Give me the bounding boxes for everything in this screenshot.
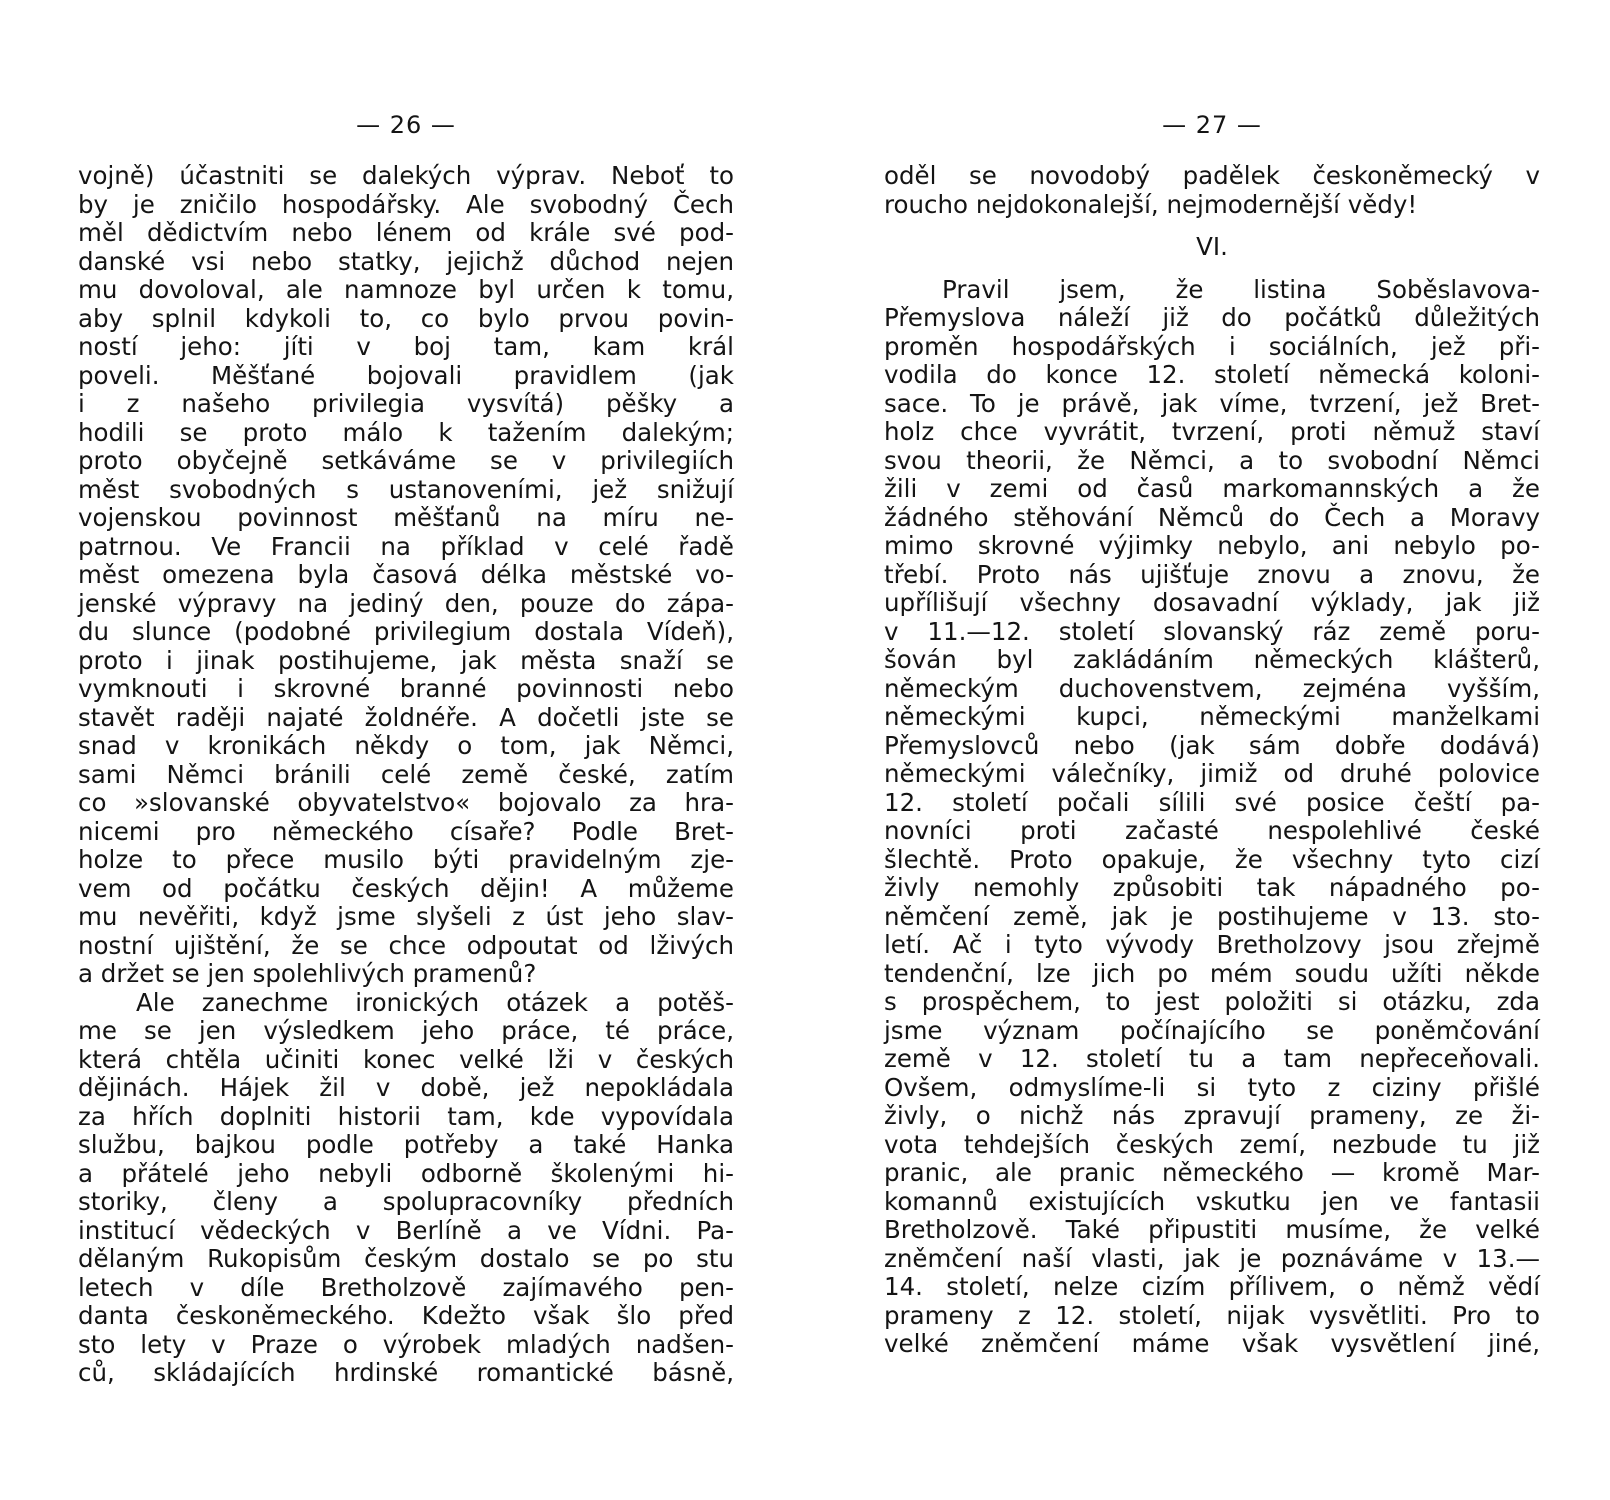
text-line: v 11.—12. století slovanský ráz země poru- [884, 616, 1540, 646]
text-line: Ale zanechme ironických otázek a potěš- [136, 987, 734, 1017]
text-line: 12. století počali sílili své posice čeští pa- [884, 787, 1540, 817]
text-line: co »slovanské obyvatelstvo« bojovalo za hra- [78, 788, 734, 817]
text-line: živly, o nichž nás zpravují prameny, ze ži- [884, 1101, 1540, 1130]
text-line: letí. Ač i tyto vývody Bretholzovy jsou zřejmě [884, 930, 1540, 959]
text-line: dělaným Rukopisům českým dostalo se po stu [78, 1244, 734, 1273]
text-line: patrnou. Ve Francii na příklad v celé řadě [78, 531, 734, 561]
text-line: nicemi pro německého císaře? Podle Bret- [78, 816, 734, 846]
text-line: která chtěla učiniti konec velké lži v českých [78, 1044, 734, 1074]
text-line: tendenční, lze jich po mém soudu užíti někde [884, 958, 1540, 988]
text-line: Bretholzově. Také připustiti musíme, že velké [884, 1215, 1540, 1244]
text-line: me se jen výsledkem jeho práce, té práce, [78, 1016, 734, 1045]
text-line: jenské výpravy na jediný den, pouze do zápa- [78, 588, 734, 618]
text-line: vem od počátku českých dějin! A můžeme [78, 873, 734, 903]
text-line: zněmčení naší vlasti, jak je poznáváme v 13.— [884, 1243, 1540, 1273]
text-line: proto i jinak postihujeme, jak města snaží se [78, 645, 734, 675]
section-heading: VI. [1196, 232, 1228, 261]
text-line: institucí vědeckých v Berlíně a ve Vídni. Pa- [78, 1215, 734, 1245]
text-line: vojně) účastniti se dalekých výprav. Neboť to [78, 161, 734, 190]
page-number: — 27 — [1162, 111, 1262, 139]
text-line: nostní ujištění, že se chce odpoutat od lživých [78, 930, 734, 960]
text-line: šlechtě. Proto opakuje, že všechny tyto cizí [884, 844, 1540, 874]
text-line: jsme význam počínajícího se poněmčování [884, 1015, 1540, 1045]
text-line: živly nemohly způsobiti tak nápadného po- [884, 873, 1540, 902]
text-line: aby splnil kdykoli to, co bylo prvou povin- [78, 303, 734, 333]
text-line: sto lety v Praze o výrobek mladých nadšen- [78, 1329, 734, 1359]
text-line: země v 12. století tu a tam nepřeceňovali. [884, 1044, 1540, 1073]
text-line: mu dovoloval, ale namnoze byl určen k tomu, [78, 275, 734, 304]
text-line: novníci proti začasté nespolehlivé české [884, 816, 1540, 845]
left-page [78, 108, 734, 1388]
text-line: holze to přece musilo býti pravidelným zje- [78, 845, 734, 874]
text-line: Přemyslovců nebo (jak sám dobře dodává) [884, 730, 1540, 760]
text-line: storiky, členy a spolupracovníky předních [78, 1187, 734, 1216]
text-line: upřílišují všechny dosavadní výklady, jak již [884, 588, 1540, 617]
text-line: prameny z 12. století, nijak vysvětliti. Pro to [884, 1300, 1540, 1330]
text-line: letech v díle Bretholzově zajímavého pen- [78, 1272, 734, 1302]
text-line: mu nevěřiti, když jsme slyšeli z úst jeho slav- [78, 902, 734, 931]
text-line: měl dědictvím nebo lénem od krále své pod- [78, 218, 734, 247]
text-line: Pravil jsem, že listina Soběslavova- [942, 274, 1540, 304]
right-page [884, 108, 1540, 1359]
text-line: oděl se novodobý padělek českoněmecký v [884, 161, 1540, 190]
text-line: žádného stěhování Němců do Čech a Moravy [884, 502, 1540, 532]
text-line: svou theorii, že Němci, a to svobodní Němci [884, 445, 1540, 475]
text-line: 14. století, nelze cizím přílivem, o němž vědí [884, 1272, 1540, 1301]
text-line: vota tehdejších českých zemí, nezbude tu již [884, 1129, 1540, 1159]
text-line: německým duchovenstvem, zejména vyšším, [884, 673, 1540, 703]
text-line: šován byl zakládáním německých klášterů, [884, 645, 1540, 674]
text-line: komannů existujících vskutku jen ve fantasii [884, 1186, 1540, 1216]
text-line: a přátelé jeho nebyli odborně školenými hi- [78, 1158, 734, 1188]
text-line: dějinách. Hájek žil v době, jež nepokládala [78, 1073, 734, 1102]
text-line: ců, skládajících hrdinské romantické básně, [78, 1358, 734, 1387]
text-line: německými kupci, německými manželkami [884, 702, 1540, 731]
text-line: s prospěchem, to jest položiti si otázku, zda [884, 987, 1540, 1016]
text-line: sami Němci bránili celé země české, zatím [78, 759, 734, 789]
text-line: měst svobodných s ustanoveními, jež snižují [78, 474, 734, 504]
text-line: vojenskou povinnost měšťanů na míru ne- [78, 503, 734, 532]
text-line: stavět raději najaté žoldnéře. A dočetli jste se [78, 702, 734, 732]
text-line: vodila do konce 12. století německá koloni- [884, 360, 1540, 389]
text-line: německými válečníky, jimiž od druhé polovice [884, 759, 1540, 788]
text-line: hodili se proto málo k tažením dalekým; [78, 417, 734, 447]
page-number: — 26 — [356, 111, 456, 139]
text-line: Ovšem, odmyslíme-li si tyto z ciziny přišlé [884, 1072, 1540, 1102]
text-line: němčení země, jak je postihujeme v 13. sto- [884, 901, 1540, 931]
text-line: by je zničilo hospodářsky. Ale svobodný Čech [78, 189, 734, 219]
text-line: žili v zemi od časů markomannských a že [884, 474, 1540, 503]
text-line: službu, bajkou podle potřeby a také Hanka [78, 1130, 734, 1159]
text-line: poveli. Měšťané bojovali pravidlem (jak [78, 360, 734, 390]
text-line: pranic, ale pranic německého — kromě Mar- [884, 1158, 1540, 1187]
text-line: měst omezena byla časová délka městské vo- [78, 560, 734, 589]
text-line: i z našeho privilegia vysvítá) pěšky a [78, 389, 734, 418]
text-line: sace. To je právě, jak víme, tvrzení, jež Bret- [884, 388, 1540, 418]
text-line: danské vsi nebo statky, jejichž důchod nejen [78, 246, 734, 276]
text-line: za hřích doplniti historii tam, kde vypovídala [78, 1101, 734, 1131]
text-line: du slunce (podobné privilegium dostala Vídeň), [78, 617, 734, 646]
text-line: třebí. Proto nás ujišťuje znovu a znovu, že [884, 559, 1540, 589]
text-line: a držet se jen spolehlivých pramenů? [78, 959, 537, 988]
text-line: Přemyslova náleží již do počátků důležitých [884, 303, 1540, 332]
text-line: ností jeho: jíti v boj tam, kam král [78, 332, 734, 361]
text-line: proměn hospodářských i sociálních, jež při- [884, 331, 1540, 361]
text-line: velké zněmčení máme však vysvětlení jiné, [884, 1329, 1540, 1358]
text-line: vymknouti i skrovné branné povinnosti nebo [78, 674, 734, 703]
text-line: roucho nejdokonalejší, nejmodernější vědy! [884, 189, 1418, 219]
text-line: holz chce vyvrátit, tvrzení, proti němuž staví [884, 417, 1540, 446]
page-body [78, 162, 734, 1388]
text-line: proto obyčejně setkáváme se v privilegiích [78, 446, 734, 475]
page-body [884, 162, 1540, 1359]
text-line: snad v kronikách někdy o tom, jak Němci, [78, 731, 734, 760]
text-line: mimo skrovné výjimky nebylo, ani nebylo po- [884, 531, 1540, 560]
text-line: danta českoněmeckého. Kdežto však šlo před [78, 1301, 734, 1330]
